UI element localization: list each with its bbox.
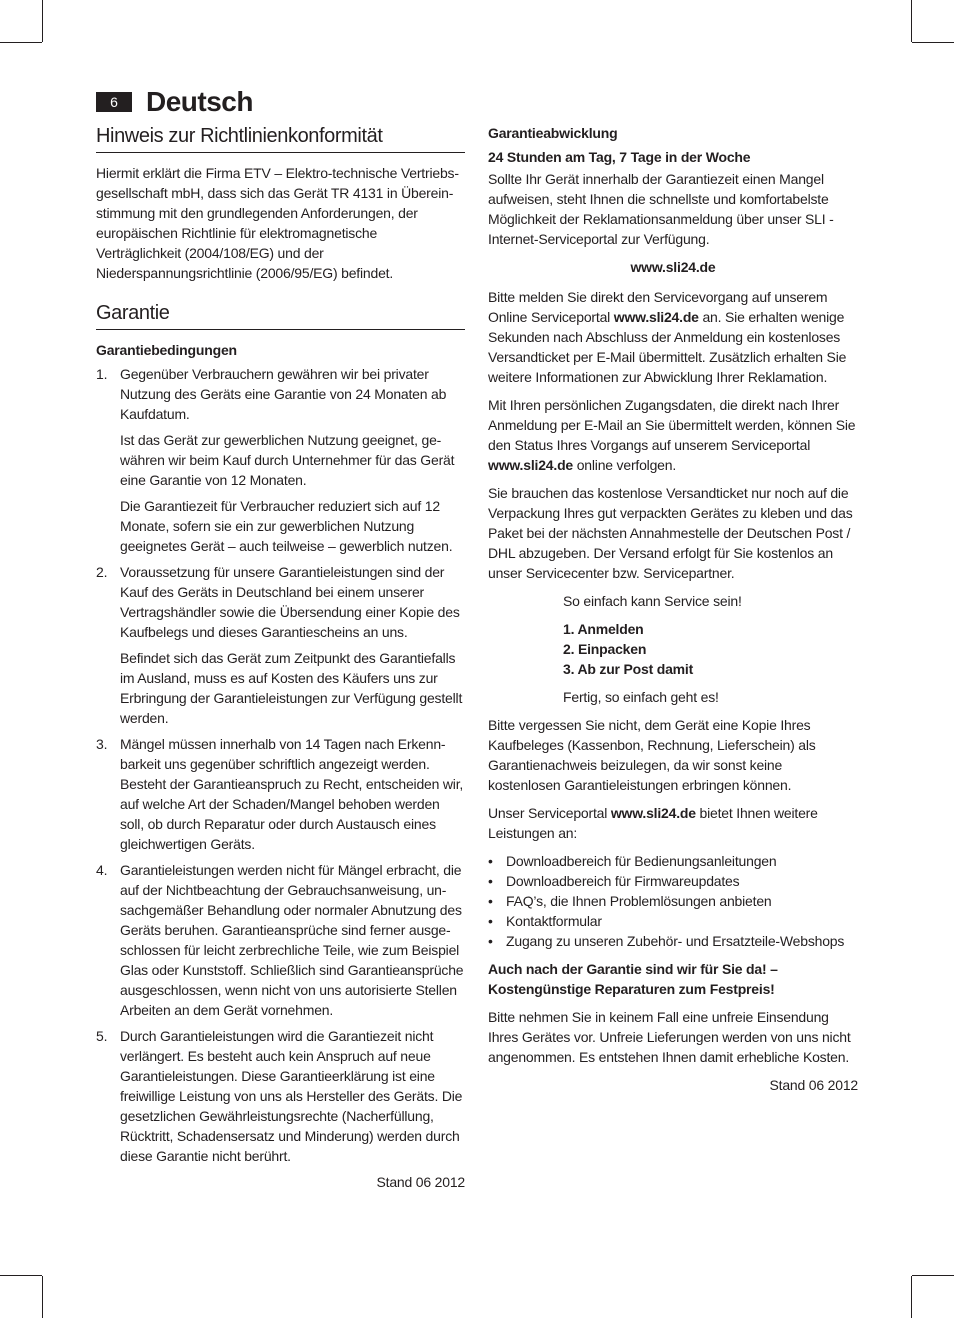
services-intro-paragraph: Unser Serviceportal www.sli24.de bietet Ihnen weitere Leistungen an:	[488, 805, 818, 841]
intro-paragraph: Sollte Ihr Gerät innerhalb der Garantiezeit einen Mangel aufweisen, steht Ihnen die schnellste und komfortabelste Möglichkeit der Reklamationsanmeldung über unser SLI - Internet-Serviceportal zur Verfügung.	[488, 171, 834, 247]
left-column	[96, 122, 465, 1192]
warranty-handling-heading: Garantieabwicklung	[488, 125, 618, 141]
list-number: 3.	[96, 736, 108, 752]
list-paragraph: Gegenüber Verbrauchern gewähren wir bei privater Nutzung des Geräts eine Garantie von 24 Monaten ab Kaufdatum.	[120, 366, 447, 422]
list-item: • Downloadbereich für Bedienungsanleitungen	[488, 851, 858, 871]
crop-mark	[42, 0, 43, 42]
list-paragraph: Die Garantiezeit für Verbraucher reduziert sich auf 12 Monate, sofern sie ein zur gewerblichen Nutzung geeignetes Gerät – auch teilweise – gewerblich nutzen.	[120, 498, 453, 554]
list-paragraph: Voraussetzung für unsere Garantieleistungen sind der Kauf des Geräts in Deutschland bei einem unserer Vertragshändler sowie die Übersendung einer Kopie des Kaufbelegs und dieses Garantiescheins an uns.	[120, 564, 460, 640]
service-url-link[interactable]: www.sli24.de	[613, 309, 699, 325]
done-text: Fertig, so einfach geht es!	[563, 689, 719, 705]
list-paragraph: Befindet sich das Gerät zum Zeitpunkt des Garantiefalls im Ausland, muss es auf Kosten des Käufers uns zur Erbringung der Garantieleistungen zur Verfügung gestellt werden.	[120, 650, 463, 726]
conformity-heading: Hinweis zur Richtlinienkonformität	[96, 122, 465, 153]
list-paragraph: Durch Garantieleistungen wird die Garantiezeit nicht verlängert. Es besteht auch kein Anspruch auf neue Garantieleistungen. Diese Garantieerklärung ist eine freiwillige Leistung von uns als Hersteller des Geräts. Die gesetzlichen Gewährleistungsrechte (Nacherfüllung, Rücktritt, Schadensersatz und Minderung) werden durch diese Garantie nicht berührt.	[120, 1028, 463, 1164]
stand-date-left: Stand 06 2012	[376, 1174, 465, 1190]
warranty-conditions-list	[96, 364, 465, 1166]
service-url-link[interactable]: www.sli24.de	[610, 805, 696, 821]
warranty-heading: Garantie	[96, 299, 465, 330]
stand-date-right: Stand 06 2012	[769, 1077, 858, 1093]
list-item: • Kontaktformular	[488, 911, 858, 931]
warranty-conditions-heading: Garantiebedingungen	[96, 342, 237, 358]
list-item	[96, 860, 465, 1020]
crop-mark	[42, 1276, 43, 1318]
receipt-paragraph: Bitte vergessen Sie nicht, dem Gerät eine Kopie Ihres Kaufbeleges (Kassenbon, Rechnung, Lieferschein) als Garantienachweis beizulegen, da wir sonst keine kostenlosen Garantieleistungen erbringen können.	[488, 717, 816, 793]
crop-mark	[0, 42, 42, 43]
service-steps	[488, 619, 858, 679]
list-paragraph: Garantieleistungen werden nicht für Mängel erbracht, die auf der Nichtbeachtung der Gebrauchsanweisung, unsachgemäßer Behandlung oder normaler Abnutzung des Geräts beruhen. Garantieansprüche sind ferner ausgeschlossen für leicht zerbrechliche Teile, wie zum Beispiel Glas oder Kunststoff. Schließlich sind Garantieansprüche ausgeschlossen, wenn nicht von uns autorisierte Stellen Arbeiten an dem Gerät vornehmen.	[120, 862, 464, 1018]
list-item	[96, 1026, 465, 1166]
service-url-link[interactable]: www.sli24.de	[488, 457, 574, 473]
list-item	[96, 562, 465, 728]
service-hours-heading: 24 Stunden am Tag, 7 Tage in der Woche	[488, 149, 751, 165]
status-paragraph: Mit Ihren persönlichen Zugangsdaten, die direkt nach Ihrer Anmeldung per E-Mail an Sie übermittelt werden, können Sie den Status Ihres Vorgangs auf unserem Serviceportal www.sli24.de online verfolgen.	[488, 397, 856, 473]
list-item: • FAQ’s, die Ihnen Problemlösungen anbieten	[488, 891, 858, 911]
list-number: 2.	[96, 564, 108, 580]
register-paragraph: Bitte melden Sie direkt den Servicevorgang auf unserem Online Serviceportal www.sli24.de an. Sie erhalten wenige Sekunden nach Abschluss der Anmeldung ein kostenloses Versandticket per E-Mail übermittelt. Zusätzlich erhalten Sie weitere Informationen zur Abwicklung Ihrer Reklamation.	[488, 289, 847, 385]
crop-mark	[912, 1275, 954, 1276]
right-column	[488, 122, 858, 1095]
unpaid-shipping-paragraph: Bitte nehmen Sie in keinem Fall eine unfreie Einsendung Ihres Gerätes vor. Unfreie Lieferungen werden von uns nicht angenommen. Es entstehen Ihnen damit erhebliche Kosten.	[488, 1009, 851, 1065]
crop-mark	[911, 0, 912, 42]
page-number: 6	[96, 92, 132, 112]
easy-service-text: So einfach kann Service sein!	[563, 593, 742, 609]
list-number: 5.	[96, 1028, 108, 1044]
list-item: • Zugang zu unseren Zubehör- und Ersatzteile-Webshops	[488, 931, 858, 951]
service-step: 1. Anmelden	[563, 621, 644, 637]
list-number: 4.	[96, 862, 108, 878]
list-item	[96, 734, 465, 854]
list-paragraph: Ist das Gerät zur gewerblichen Nutzung geeignet, gewähren wir beim Kauf durch Unternehmer für das Gerät eine Garantie von 12 Monaten.	[120, 432, 455, 488]
crop-mark	[911, 1276, 912, 1318]
list-paragraph: Mängel müssen innerhalb von 14 Tagen nach Erkennbarkeit uns gegenüber schriftlich angezeigt werden. Besteht der Garantieanspruch zu Recht, entscheiden wir, auf welche Art der Schaden/Mangel behoben werden soll, ob durch Reparatur oder durch Austausch eines gleichwertigen Geräts.	[120, 736, 464, 852]
service-url[interactable]: www.sli24.de	[630, 259, 716, 275]
language-title: Deutsch	[146, 86, 253, 117]
list-number: 1.	[96, 366, 108, 382]
list-item	[96, 364, 465, 556]
shipping-paragraph: Sie brauchen das kostenlose Versandticket nur noch auf die Verpackung Ihres gut verpackten Gerätes zu kleben und das Paket bei der nächsten Annahmestelle der Deutschen Post / DHL abzugeben. Der Versand erfolgt für Sie kostenlos an unser Servicecenter bzw. Servicepartner.	[488, 485, 853, 581]
crop-mark	[0, 1275, 42, 1276]
crop-mark	[912, 42, 954, 43]
conformity-text: Hiermit erklärt die Firma ETV – Elektro-technische Vertriebsgesellschaft mbH, dass sich das Gerät TR 4131 in Übereinstimmung mit den grundlegenden Anforderungen, der europäischen Richtlinie für elektromagnetische Verträglichkeit (2004/108/EG) und der Niederspannungsrichtlinie (2006/95/EG) befindet.	[96, 165, 460, 281]
services-list	[488, 851, 858, 951]
service-step: 2. Einpacken	[563, 641, 647, 657]
after-warranty-text: Auch nach der Garantie sind wir für Sie da! – Kostengünstige Reparaturen zum Festpreis!	[488, 961, 778, 997]
list-item: • Downloadbereich für Firmwareupdates	[488, 871, 858, 891]
service-step: 3. Ab zur Post damit	[563, 661, 694, 677]
